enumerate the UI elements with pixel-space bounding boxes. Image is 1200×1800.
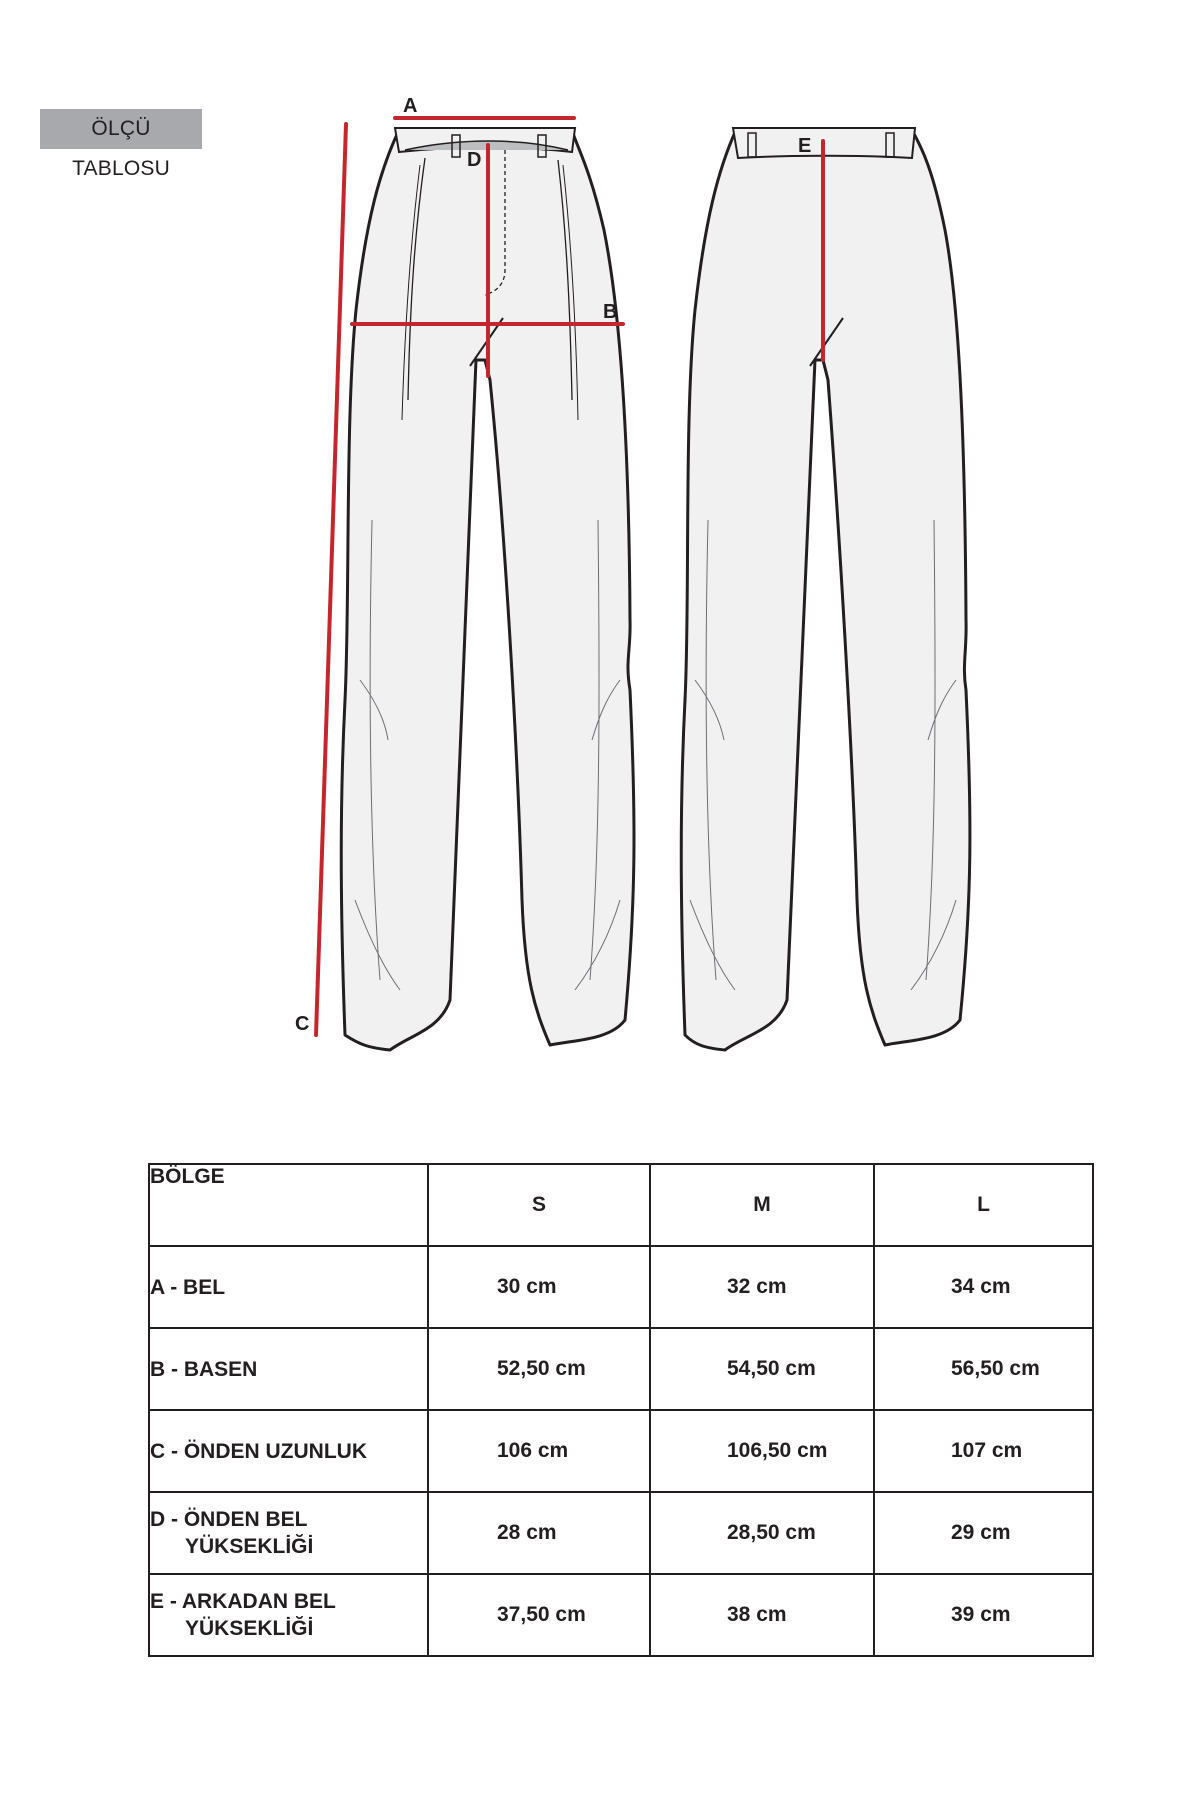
value-cell-s: [428, 1410, 650, 1492]
region-label: B - BASEN: [150, 1357, 258, 1381]
value-cell-s: [428, 1328, 650, 1410]
value-cell-l: [874, 1410, 1093, 1492]
value-cell-m: [650, 1246, 874, 1328]
header-region: BÖLGE: [149, 1164, 428, 1246]
region-label-line2: YÜKSEKLİĞİ: [185, 1617, 314, 1640]
header-size-l: L: [874, 1164, 1093, 1246]
value-l: 29 cm: [951, 1521, 1011, 1544]
header-size-s: S: [428, 1164, 650, 1246]
value-s: 106 cm: [497, 1439, 569, 1462]
table-row: [149, 1246, 1093, 1328]
region-cell: [149, 1410, 428, 1492]
label-b: B: [603, 301, 618, 323]
label-c: C: [295, 1013, 310, 1035]
value-m: 54,50 cm: [727, 1357, 816, 1380]
value-l: 107 cm: [951, 1439, 1023, 1462]
page-title: ÖLÇÜ TABLOSU: [40, 109, 202, 149]
value-s: 52,50 cm: [497, 1357, 586, 1380]
value-cell-m: [650, 1492, 874, 1574]
region-label: C - ÖNDEN UZUNLUK: [150, 1439, 367, 1463]
value-s: 30 cm: [497, 1275, 557, 1298]
value-cell-s: [428, 1246, 650, 1328]
table-row: [149, 1410, 1093, 1492]
value-l: 56,50 cm: [951, 1357, 1040, 1380]
value-cell-l: [874, 1246, 1093, 1328]
label-d: D: [467, 149, 482, 171]
label-e: E: [798, 135, 812, 157]
value-s: 28 cm: [497, 1521, 557, 1544]
region-cell: [149, 1246, 428, 1328]
region-label: A - BEL: [150, 1275, 226, 1299]
value-m: 106,50 cm: [727, 1439, 828, 1462]
value-cell-m: [650, 1574, 874, 1656]
value-cell-s: [428, 1492, 650, 1574]
value-m: 28,50 cm: [727, 1521, 816, 1544]
value-cell-l: [874, 1574, 1093, 1656]
table-row: [149, 1328, 1093, 1410]
region-label: D - ÖNDEN BEL: [150, 1508, 308, 1531]
value-m: 38 cm: [727, 1603, 787, 1626]
table-row: [149, 1492, 1093, 1574]
back-trousers-outline: [681, 130, 970, 1050]
value-cell-m: [650, 1328, 874, 1410]
value-cell-l: [874, 1492, 1093, 1574]
header-size-m: M: [650, 1164, 874, 1246]
region-cell: [149, 1328, 428, 1410]
table-row: [149, 1574, 1093, 1656]
label-a: A: [403, 95, 418, 117]
table-header-row: [149, 1164, 1093, 1246]
value-l: 34 cm: [951, 1275, 1011, 1298]
back-view-trousers: [681, 128, 970, 1050]
value-s: 37,50 cm: [497, 1603, 586, 1626]
value-l: 39 cm: [951, 1603, 1011, 1626]
size-chart-table: [148, 1163, 1094, 1657]
value-m: 32 cm: [727, 1275, 787, 1298]
region-label: E - ARKADAN BEL: [150, 1590, 336, 1613]
value-cell-s: [428, 1574, 650, 1656]
region-cell: [149, 1492, 428, 1574]
value-cell-l: [874, 1328, 1093, 1410]
region-label-line2: YÜKSEKLİĞİ: [185, 1535, 314, 1558]
region-cell: [149, 1574, 428, 1656]
value-cell-m: [650, 1410, 874, 1492]
